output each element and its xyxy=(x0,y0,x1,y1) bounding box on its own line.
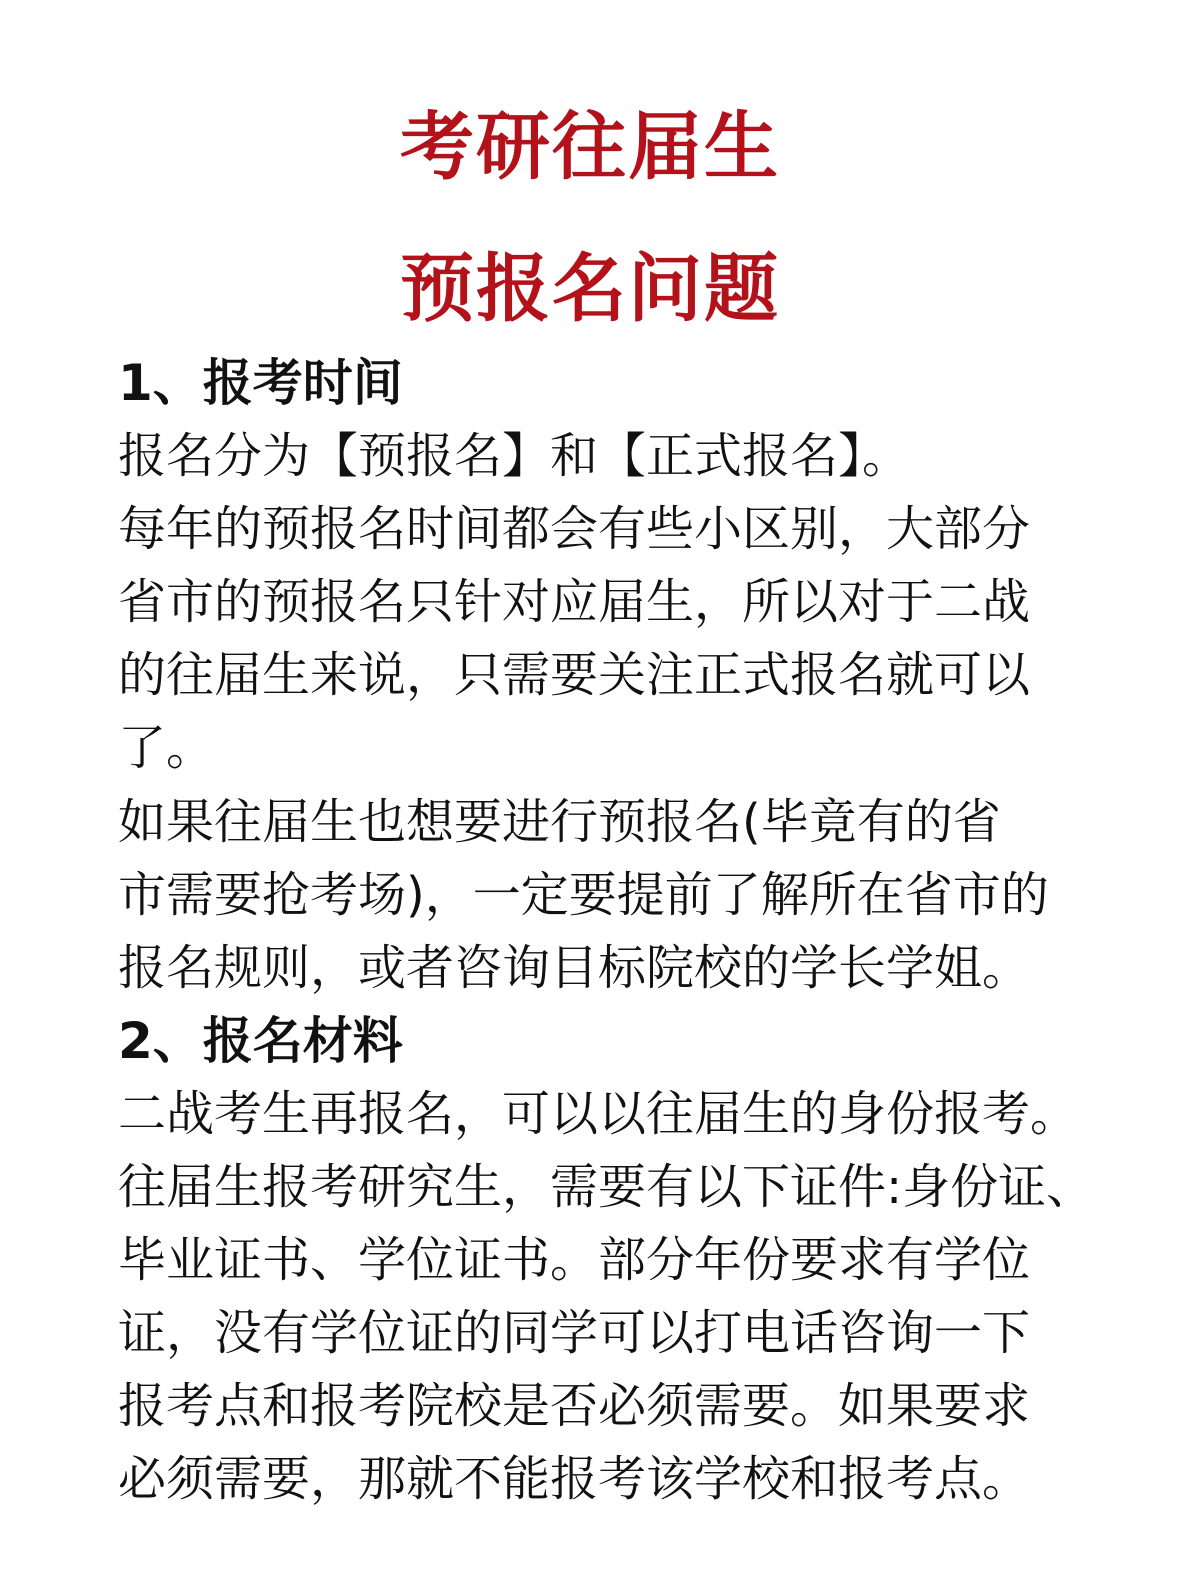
paragraph-line: 毕业证书、学位证书。部分年份要求有学位 xyxy=(118,1232,1031,1289)
paragraph-line: 省市的预报名只针对应届生，所以对于二战 xyxy=(118,574,1031,631)
paragraph-line: 必须需要，那就不能报考该学校和报考点。 xyxy=(118,1451,1031,1508)
paragraph-line: 如果往届生也想要进行预报名(毕竟有的省 xyxy=(118,793,1001,850)
paragraph-line: 报名规则，或者咨询目标院校的学长学姐。 xyxy=(118,939,1031,996)
title-line-1: 考研往届生 xyxy=(400,104,780,190)
paragraph-line: 报名分为【预报名】和【正式报名】。 xyxy=(118,428,911,485)
paragraph-line: 每年的预报名时间都会有些小区别，大部分 xyxy=(118,501,1031,558)
paragraph-line: 二战考生再报名，可以以往届生的身份报考。 xyxy=(118,1085,1079,1142)
paragraph-line: 的往届生来说，只需要关注正式报名就可以 xyxy=(118,647,1031,704)
paragraph-line: 往届生报考研究生，需要有以下证件:身份证、 xyxy=(118,1159,1095,1216)
section-heading: 2、报名材料 xyxy=(118,1011,403,1070)
section-heading: 1、报考时间 xyxy=(118,354,403,412)
article-body xyxy=(118,347,1193,1517)
paragraph-line: 证，没有学位证的同学可以打电话咨询一下 xyxy=(118,1305,1031,1362)
paragraph-line: 报考点和报考院校是否必须需要。如果要求 xyxy=(118,1378,1031,1435)
title-line-2: 预报名问题 xyxy=(400,246,780,332)
paragraph-line: 了。 xyxy=(118,720,215,777)
paragraph-line: 市需要抢考场)，一定要提前了解所在省市的 xyxy=(118,866,1049,923)
